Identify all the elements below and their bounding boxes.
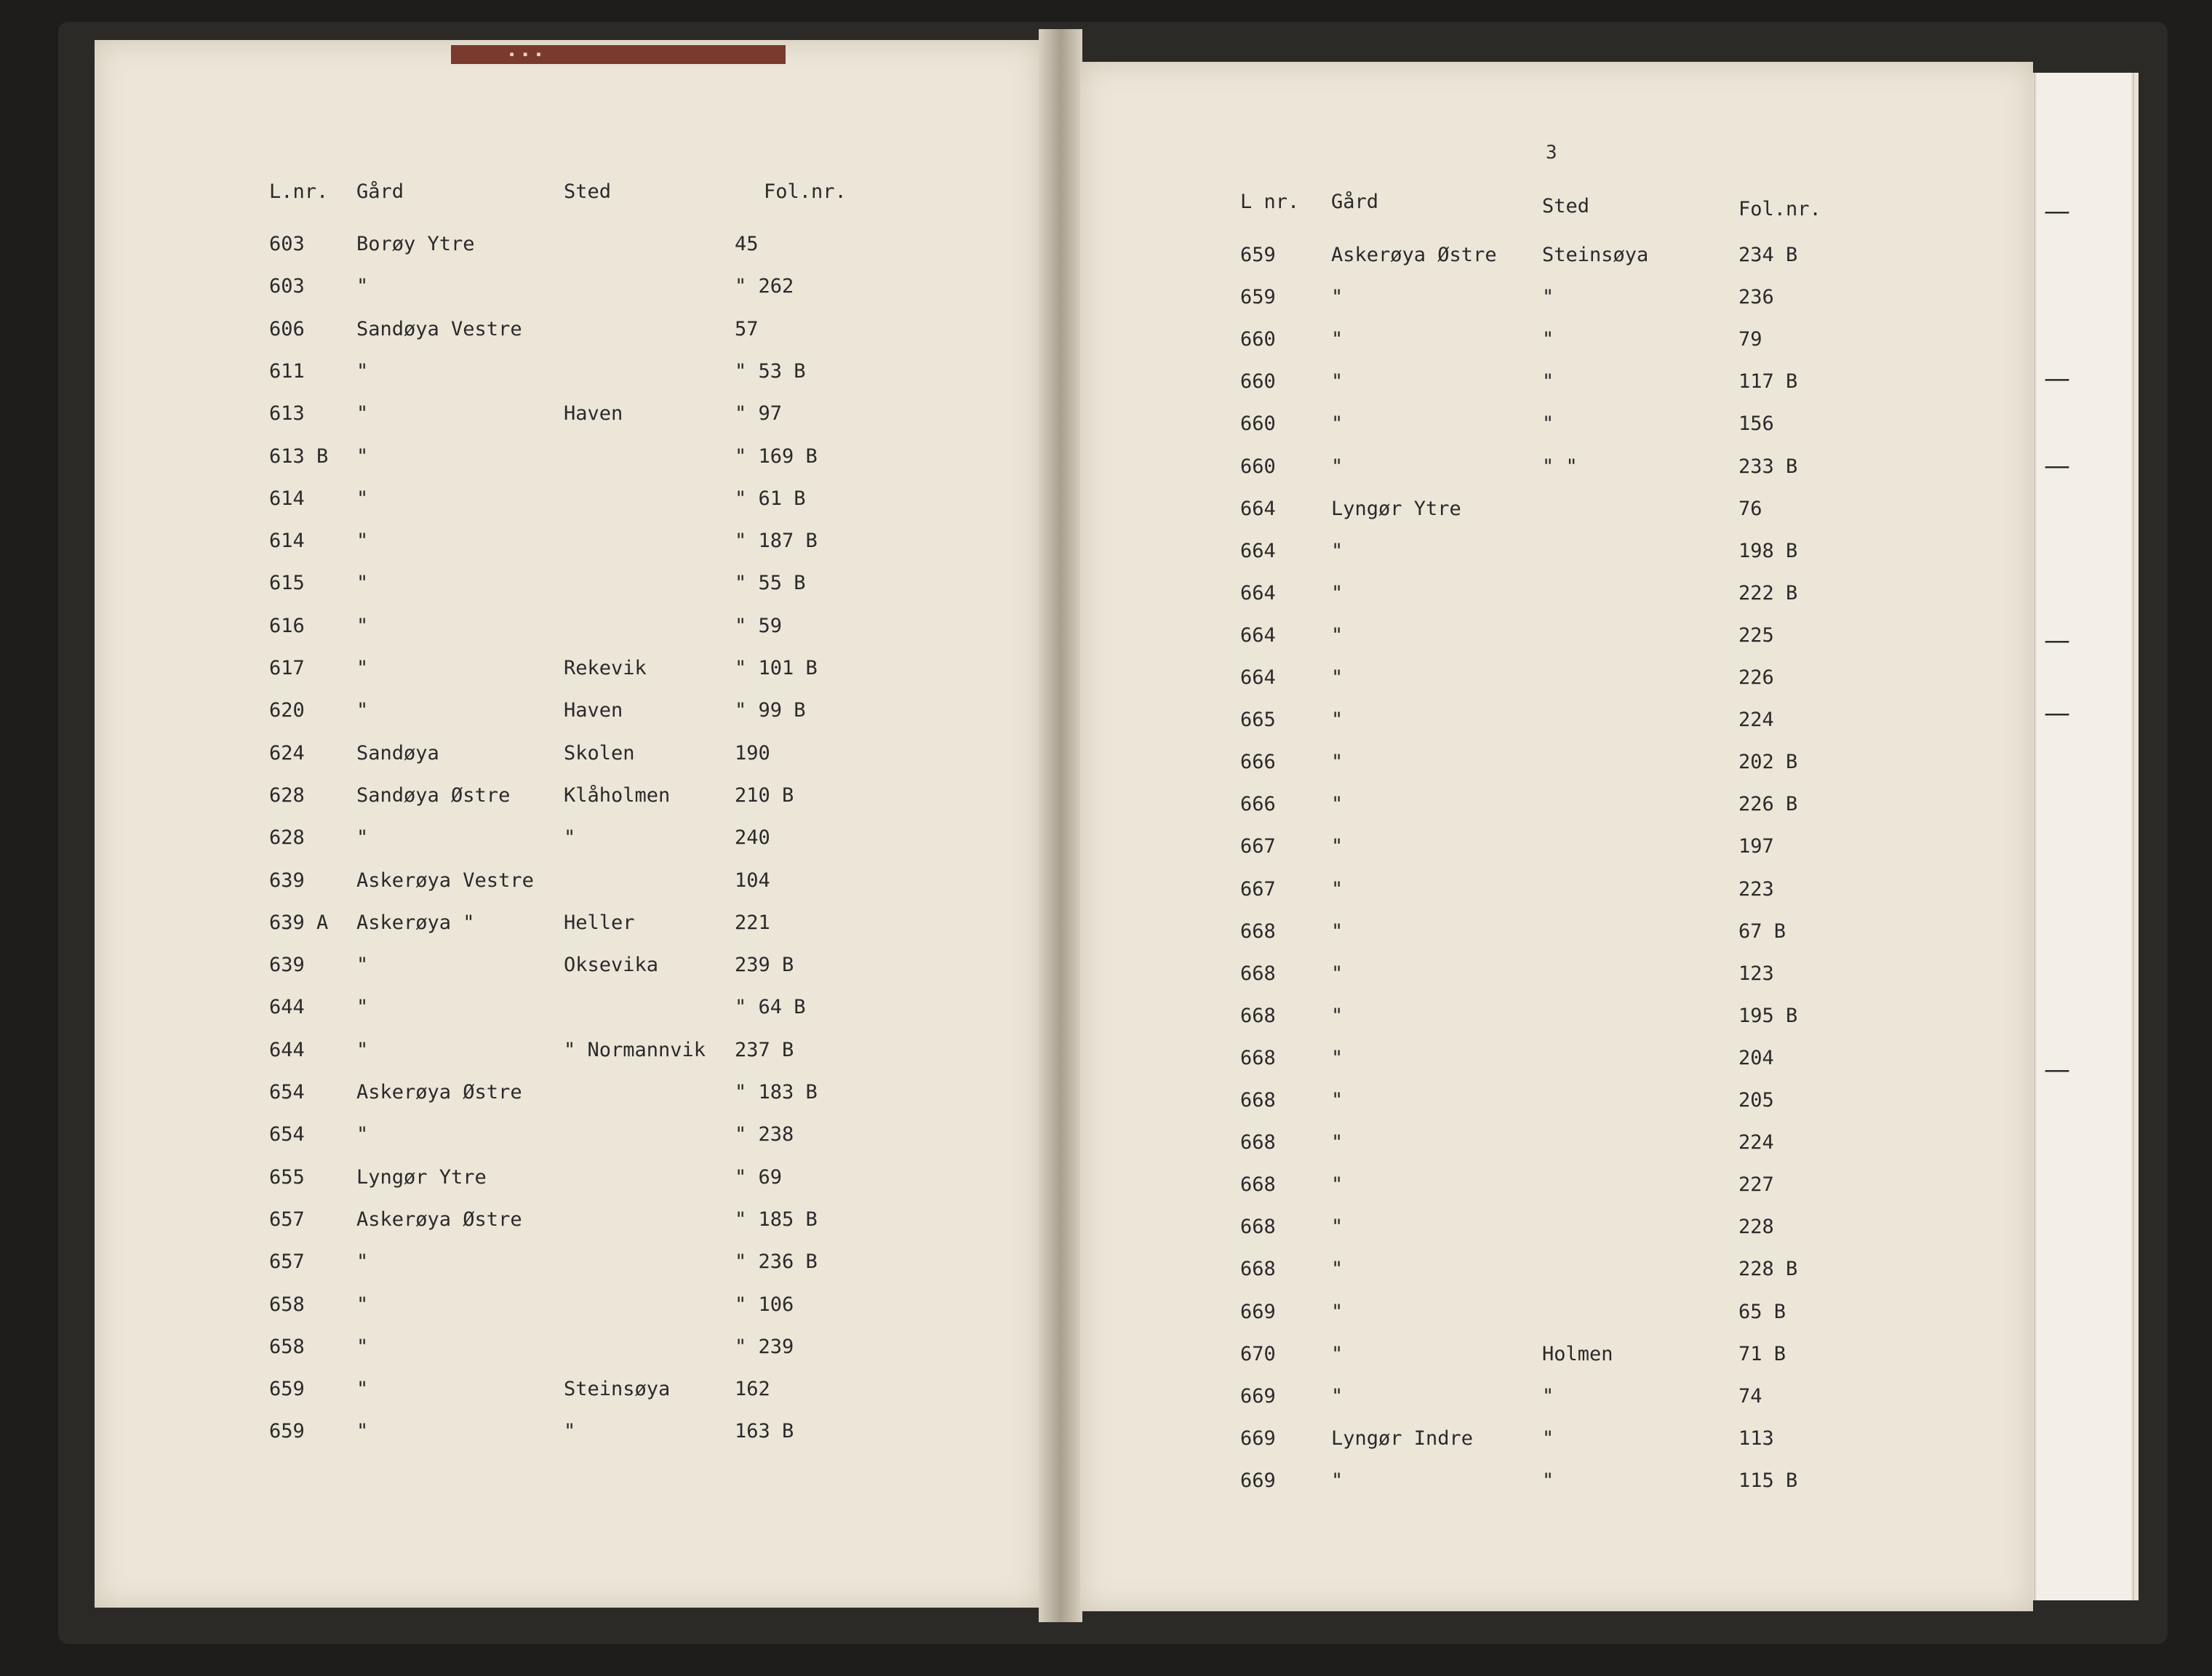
row-lnr: 669 [1240,1469,1276,1492]
row-fol: " 238 [735,1123,794,1146]
row-lnr: 615 [269,572,305,595]
row-sted: Steinsøya [1542,244,1649,266]
row-lnr: 668 [1240,1173,1276,1197]
row-sted: " [1542,412,1554,436]
row-gard: Askerøya Østre [1331,244,1497,266]
row-lnr: 666 [1240,751,1276,774]
row-fol: 67 B [1738,919,1786,943]
row-gard: " [1331,709,1343,732]
row-fol: " 59 [735,614,783,637]
row-gard: " [1331,1384,1343,1408]
row-lnr: 639 [269,954,305,977]
row-gard: " [1331,666,1343,689]
row-sted: " [564,1420,576,1443]
header-fol: Fol.nr. [764,180,847,203]
row-sted: " [1542,328,1554,351]
row-gard: " [356,996,369,1019]
row-gard: " [1331,751,1343,774]
row-fol: 224 [1738,1131,1774,1154]
row-lnr: 669 [1240,1384,1276,1408]
row-sted: Haven [564,699,623,722]
row-gard: Askerøya Østre [356,1081,522,1104]
row-gard: Lyngør Indre [1331,1426,1474,1450]
row-fol: " 61 B [735,487,806,510]
row-lnr: 670 [1240,1342,1276,1365]
row-gard: " [356,444,369,468]
row-sted: " [1542,1426,1554,1450]
row-gard: Askerøya " [356,911,475,934]
row-fol: 227 [1738,1173,1774,1197]
header-fol: Fol.nr. [1738,198,1821,220]
row-fol: 115 B [1738,1469,1798,1492]
row-gard: " [356,530,369,553]
row-fol: 228 B [1738,1258,1798,1281]
row-gard: " [356,1378,369,1401]
row-lnr: 654 [269,1081,305,1104]
row-fol: 228 [1738,1216,1774,1239]
row-gard: " [1331,1046,1343,1069]
row-lnr: 664 [1240,666,1276,689]
row-sted: " [1542,286,1554,309]
header-sted: Sted [564,180,612,203]
row-gard: Sandøya Vestre [356,317,522,340]
row-gard: " [356,487,369,510]
row-fol: 236 [1738,286,1774,309]
row-fol: 210 B [735,783,794,807]
row-gard: " [1331,1089,1343,1112]
row-fol: 223 [1738,877,1774,901]
row-fol: " 187 B [735,530,818,553]
row-sted: " " [1542,455,1578,478]
row-fol: 156 [1738,412,1774,436]
row-gard: " [356,1420,369,1443]
row-lnr: 668 [1240,1089,1276,1112]
row-lnr: 660 [1240,370,1276,394]
row-fol: " 55 B [735,572,806,595]
row-fol: 197 [1738,835,1774,858]
header-gard: Gård [356,180,404,203]
row-fol: " 183 B [735,1081,818,1104]
row-sted: Holmen [1542,1342,1613,1365]
row-fol: 226 B [1738,793,1798,816]
row-fol: 162 [735,1378,770,1401]
row-gard: " [356,699,369,722]
row-lnr: 628 [269,826,305,850]
row-gard: " [356,402,369,426]
row-fol: " 236 B [735,1250,818,1274]
row-lnr: 668 [1240,1004,1276,1027]
row-lnr: 666 [1240,793,1276,816]
row-gard: " [1331,1131,1343,1154]
row-fol: 65 B [1738,1300,1786,1323]
row-gard: Askerøya Vestre [356,869,534,892]
row-lnr: 657 [269,1250,305,1274]
header-lnr: L.nr. [269,180,329,203]
row-lnr: 644 [269,1038,305,1061]
row-fol: 237 B [735,1038,794,1061]
row-lnr: 628 [269,783,305,807]
row-sted: Steinsøya [564,1378,671,1401]
header-gard: Gård [1331,191,1379,213]
row-gard: " [1331,877,1343,901]
row-fol: 190 [735,741,770,765]
row-lnr: 664 [1240,623,1276,647]
row-fol: 222 B [1738,581,1798,604]
row-gard: Lyngør Ytre [1331,497,1461,520]
row-gard: " [1331,328,1343,351]
row-sted: " [1542,370,1554,394]
row-gard: " [356,1250,369,1274]
row-gard: " [356,826,369,850]
row-gard: " [1331,623,1343,647]
row-fol: 221 [735,911,770,934]
row-fol: 239 B [735,954,794,977]
row-gard: " [356,1293,369,1316]
row-gard: " [356,359,369,383]
row-fol: 205 [1738,1089,1774,1112]
row-gard: " [356,614,369,637]
row-sted: " [1542,1384,1554,1408]
row-fol: 225 [1738,623,1774,647]
row-fol: " 239 [735,1335,794,1358]
row-fol: 76 [1738,497,1762,520]
row-fol: 113 [1738,1426,1774,1450]
row-sted: Rekevik [564,657,647,679]
row-fol: 104 [735,869,770,892]
row-gard: " [1331,539,1343,562]
row-gard: " [356,954,369,977]
row-fol: " 185 B [735,1208,818,1231]
row-sted: Klåholmen [564,783,671,807]
row-lnr: 613 [269,402,305,426]
row-fol: 198 B [1738,539,1798,562]
row-fol: " 99 B [735,699,806,722]
row-gard: Lyngør Ytre [356,1165,487,1189]
right-page [1080,62,2033,1611]
row-lnr: 665 [1240,709,1276,732]
row-lnr: 668 [1240,1216,1276,1239]
row-fol: " 97 [735,402,783,426]
row-gard: Borøy Ytre [356,233,475,255]
row-gard: " [1331,835,1343,858]
row-gard: " [1331,1469,1343,1492]
row-fol: 117 B [1738,370,1798,394]
row-sted: " [564,826,576,850]
row-fol: 71 B [1738,1342,1786,1365]
row-fol: 202 B [1738,751,1798,774]
row-lnr: 664 [1240,581,1276,604]
row-gard: " [356,1038,369,1061]
row-gard: " [1331,793,1343,816]
row-sted: Heller [564,911,635,934]
row-lnr: 660 [1240,455,1276,478]
row-lnr: 658 [269,1293,305,1316]
header-lnr: L nr. [1240,191,1300,213]
row-gard: " [1331,919,1343,943]
row-gard: " [1331,1173,1343,1197]
row-lnr: 606 [269,317,305,340]
label-strip: ▪ ▪ ▪ [451,45,786,64]
row-gard: " [356,275,369,298]
row-sted: " Normannvik [564,1038,706,1061]
row-fol: 123 [1738,962,1774,985]
row-lnr: 668 [1240,962,1276,985]
row-fol: 74 [1738,1384,1762,1408]
row-gard: Sandøya [356,741,439,765]
row-lnr: 668 [1240,1046,1276,1069]
row-fol: " 69 [735,1165,783,1189]
row-gard: " [1331,455,1343,478]
row-lnr: 603 [269,275,305,298]
row-fol: " 53 B [735,359,806,383]
row-fol: " 262 [735,275,794,298]
row-lnr: 639 [269,869,305,892]
row-lnr: 655 [269,1165,305,1189]
row-sted: Haven [564,402,623,426]
row-gard: " [1331,962,1343,985]
row-lnr: 664 [1240,497,1276,520]
row-gard: " [356,1123,369,1146]
row-fol: 79 [1738,328,1762,351]
row-lnr: 667 [1240,877,1276,901]
row-lnr: 659 [269,1420,305,1443]
row-fol: " 64 B [735,996,806,1019]
row-gard: " [1331,1300,1343,1323]
row-lnr: 613 B [269,444,329,468]
row-gard: " [1331,581,1343,604]
row-lnr: 659 [1240,286,1276,309]
row-lnr: 620 [269,699,305,722]
row-fol: 163 B [735,1420,794,1443]
row-lnr: 611 [269,359,305,383]
row-lnr: 617 [269,657,305,679]
row-lnr: 667 [1240,835,1276,858]
row-fol: 204 [1738,1046,1774,1069]
row-lnr: 669 [1240,1300,1276,1323]
row-lnr: 660 [1240,328,1276,351]
row-gard: " [1331,286,1343,309]
left-page [95,40,1040,1608]
row-lnr: 657 [269,1208,305,1231]
row-sted: Skolen [564,741,635,765]
row-fol: " 101 B [735,657,818,679]
row-gard: " [1331,370,1343,394]
row-gard: " [1331,1004,1343,1027]
row-lnr: 659 [269,1378,305,1401]
row-lnr: 668 [1240,1131,1276,1154]
row-fol: " 106 [735,1293,794,1316]
row-sted: " [1542,1469,1554,1492]
row-lnr: 660 [1240,412,1276,436]
row-fol: 233 B [1738,455,1798,478]
row-lnr: 614 [269,530,305,553]
page-number: 3 [1546,142,1557,164]
row-lnr: 664 [1240,539,1276,562]
row-lnr: 603 [269,233,305,255]
row-gard: " [1331,1342,1343,1365]
row-gard: Askerøya Østre [356,1208,522,1231]
row-fol: 234 B [1738,244,1798,266]
row-gard: " [356,572,369,595]
row-gard: " [1331,1216,1343,1239]
row-lnr: 659 [1240,244,1276,266]
row-lnr: 624 [269,741,305,765]
row-lnr: 616 [269,614,305,637]
row-fol: 224 [1738,709,1774,732]
row-fol: " 169 B [735,444,818,468]
row-lnr: 669 [1240,1426,1276,1450]
row-sted: Oksevika [564,954,659,977]
next-page-margin: — — — — — — [2037,73,2131,1600]
row-gard: " [356,657,369,679]
row-gard: " [1331,412,1343,436]
row-fol: 195 B [1738,1004,1798,1027]
row-gard: " [1331,1258,1343,1281]
row-fol: 45 [735,233,759,255]
row-lnr: 644 [269,996,305,1019]
row-fol: 240 [735,826,770,850]
row-fol: 57 [735,317,759,340]
book-gutter [1039,29,1082,1622]
row-lnr: 668 [1240,1258,1276,1281]
row-gard: " [356,1335,369,1358]
row-lnr: 658 [269,1335,305,1358]
header-sted: Sted [1542,195,1590,218]
row-lnr: 639 A [269,911,329,934]
row-fol: 226 [1738,666,1774,689]
row-gard: Sandøya Østre [356,783,511,807]
row-lnr: 668 [1240,919,1276,943]
row-lnr: 654 [269,1123,305,1146]
row-lnr: 614 [269,487,305,510]
